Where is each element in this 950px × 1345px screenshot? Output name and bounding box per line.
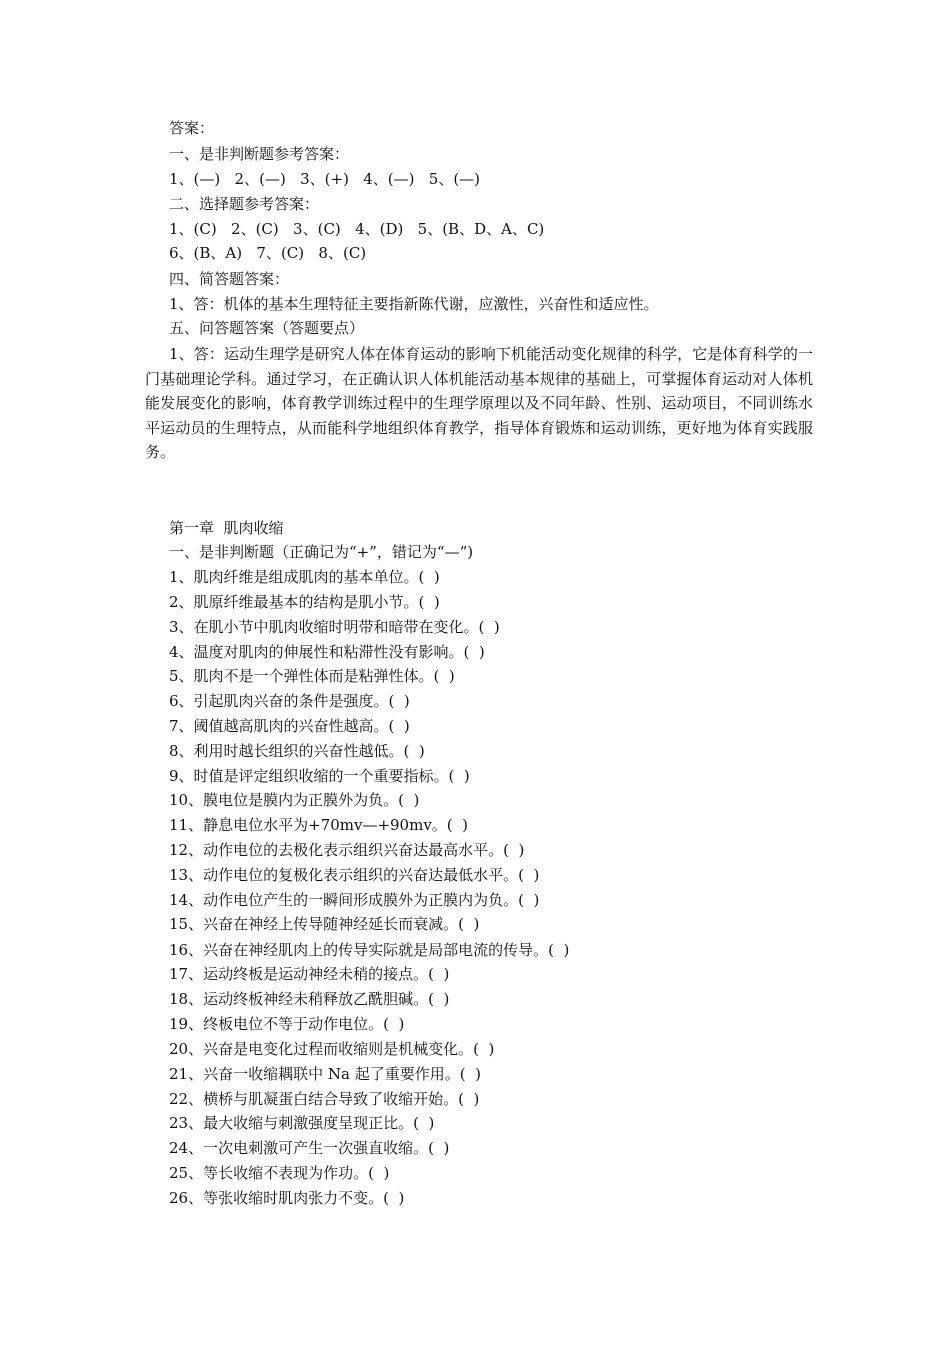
question-item-1: 1、肌肉纤维是组成肌肉的基本单位。( ) <box>169 568 440 586</box>
question-item-18: 18、运动终板神经未稍释放乙酰胆碱。( ) <box>169 990 450 1008</box>
question-item-25: 25、等长收缩不表现为作功。( ) <box>169 1164 390 1182</box>
question-item-21: 21、兴奋一收缩耦联中 Na 起了重要作用。( ) <box>169 1065 481 1083</box>
question-item-12: 12、动作电位的去极化表示组织兴奋达最高水平。( ) <box>169 841 525 859</box>
question-item-14: 14、动作电位产生的一瞬间形成膜外为正膜内为负。( ) <box>169 891 540 909</box>
question-item-20: 20、兴奋是电变化过程而收缩则是机械变化。( ) <box>169 1040 495 1058</box>
question-item-10: 10、膜电位是膜内为正膜外为负。( ) <box>169 791 420 809</box>
question-item-7: 7、阈值越高肌肉的兴奋性越高。( ) <box>169 717 410 735</box>
question-item-3: 3、在肌小节中肌肉收缩时明带和暗带在变化。( ) <box>169 618 500 636</box>
question-item-22: 22、横桥与肌凝蛋白结合导致了收缩开始。( ) <box>169 1090 480 1108</box>
mc-answers-title: 二、选择题参考答案： <box>169 195 320 213</box>
question-item-4: 4、温度对肌肉的伸展性和粘滞性没有影响。( ) <box>169 643 485 661</box>
question-item-11: 11、静息电位水平为+70mv—+90mv。( ) <box>169 816 469 834</box>
mc-answers-row-2: 6、(B、A) 7、(C) 8、(C) <box>169 244 367 262</box>
mc-answers-row-1: 1、(C) 2、(C) 3、(C) 4、(D) 5、(B、D、A、C) <box>169 220 545 238</box>
tf-answers-row: 1、(—) 2、(—) 3、(+) 4、(—) 5、(—) <box>169 170 481 188</box>
tf-answers-title: 一、是非判断题参考答案： <box>169 145 350 163</box>
question-item-6: 6、引起肌肉兴奋的条件是强度。( ) <box>169 692 410 710</box>
question-item-19: 19、终板电位不等于动作电位。( ) <box>169 1015 405 1033</box>
question-item-15: 15、兴奋在神经上传导随神经延长而衰减。( ) <box>169 915 480 933</box>
question-item-16: 16、兴奋在神经肌肉上的传导实际就是局部电流的传导。( ) <box>169 941 570 959</box>
short-answers-title: 四、简答题答案： <box>169 270 290 288</box>
question-item-2: 2、肌原纤维最基本的结构是肌小节。( ) <box>169 593 440 611</box>
essay-answer-1: 1、答：运动生理学是研究人体在体育运动的影响下机能活动变化规律的科学，它是体育科学的一门基础理论学科。通过学习，在正确认识人体机能活动基本规律的基础上，可掌握体育运动对人体机能发展变化的影响，体育教学训练过程中的生理学原理以及不同年龄、性别、运动项目，不同训练水平运动员的生理特点，从而能科学地组织体育教学，指导体育锻炼和运动训练，更好地为体育实践服务。 <box>145 345 813 462</box>
short-answer-1: 1、答：机体的基本生理特征主要指新陈代谢，应激性，兴奋性和适应性。 <box>169 295 659 313</box>
question-item-23: 23、最大收缩与刺激强度呈现正比。( ) <box>169 1114 435 1132</box>
answers-heading: 答案： <box>169 119 215 137</box>
question-item-24: 24、一次电刺激可产生一次强直收缩。( ) <box>169 1139 450 1157</box>
question-item-8: 8、利用时越长组织的兴奋性越低。( ) <box>169 742 425 760</box>
question-item-9: 9、时值是评定组织收缩的一个重要指标。( ) <box>169 767 470 785</box>
essay-answers-title: 五、问答题答案（答题要点） <box>169 319 365 337</box>
question-item-5: 5、肌肉不是一个弹性体而是粘弹性体。( ) <box>169 667 455 685</box>
question-item-13: 13、动作电位的复极化表示组织的兴奋达最低水平。( ) <box>169 866 540 884</box>
tf-section-title: 一、是非判断题（正确记为“+”，错记为“—”) <box>169 543 474 561</box>
chapter-title: 第一章 肌肉收缩 <box>169 519 284 537</box>
question-item-17: 17、运动终板是运动神经未稍的接点。( ) <box>169 965 450 983</box>
question-item-26: 26、等张收缩时肌肉张力不变。( ) <box>169 1189 405 1207</box>
